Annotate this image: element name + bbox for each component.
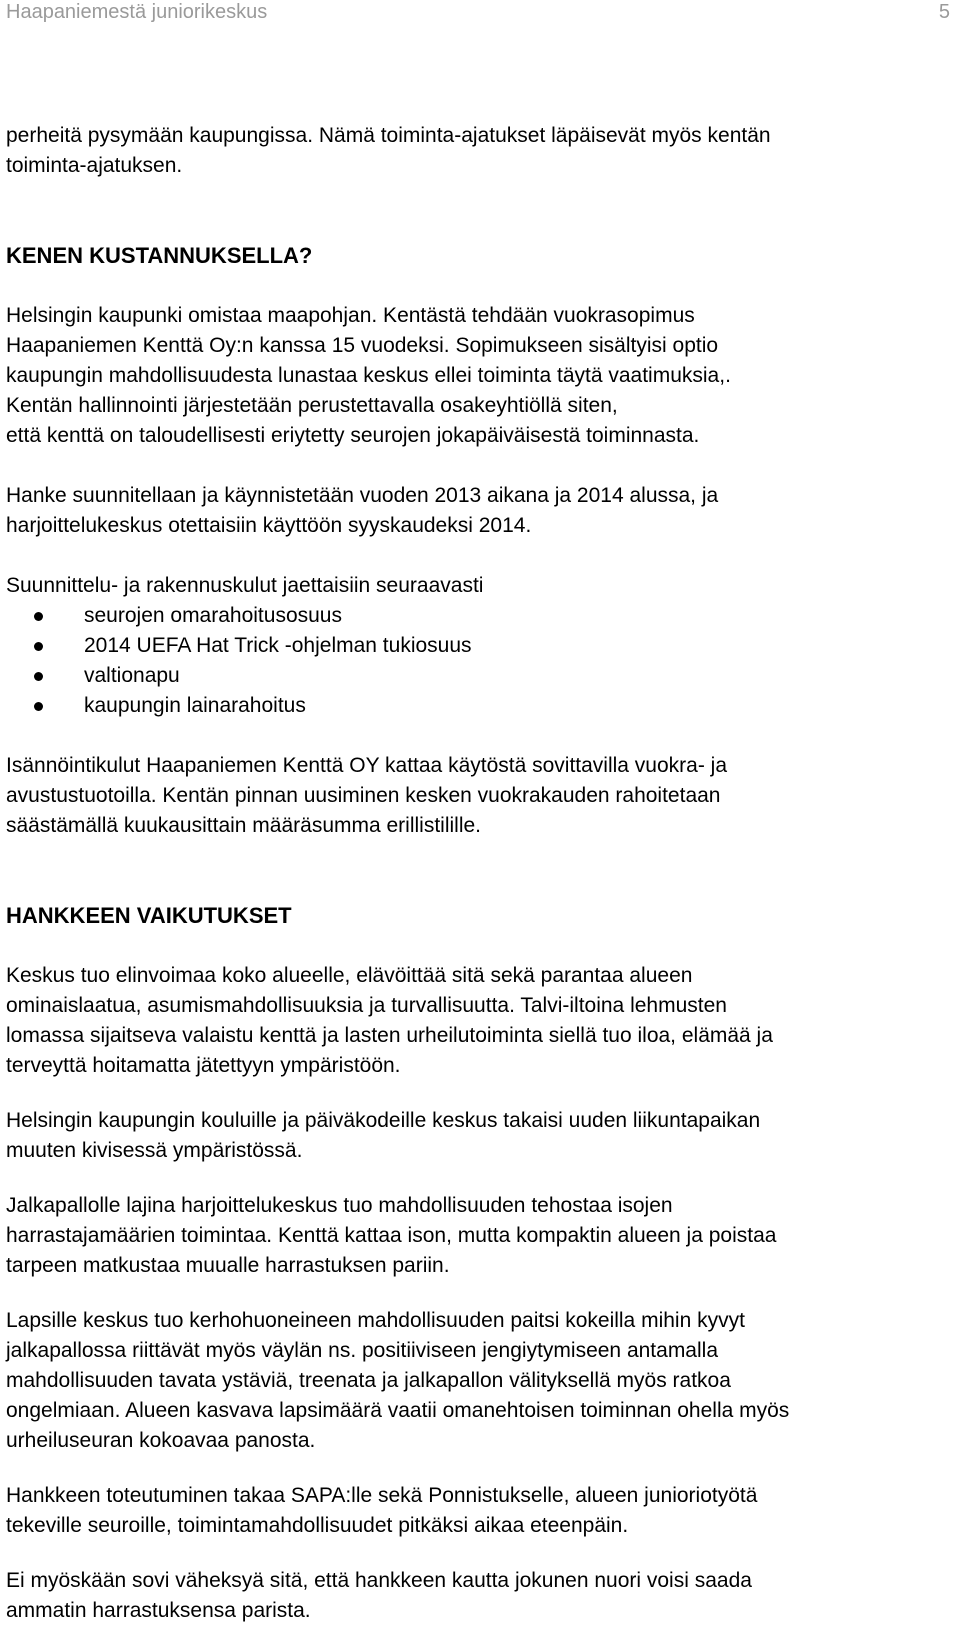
list-item-label: valtionapu	[84, 664, 180, 687]
text-line: Ei myöskään sovi väheksyä sitä, että hankkeen kautta jokunen nuori voisi saada	[6, 1569, 752, 1592]
text-line: tarpeen matkustaa muualle harrastuksen pariin.	[6, 1254, 450, 1277]
text-line: perheitä pysymään kaupungissa. Nämä toiminta-ajatukset läpäisevät myös kentän	[6, 124, 771, 147]
text-line: säästämällä kuukausittain määräsumma erillistilille.	[6, 814, 482, 837]
list-item	[6, 661, 954, 691]
text-line: harrastajamäärien toimintaa. Kenttä kattaa ison, mutta kompaktin alueen ja poistaa	[6, 1224, 777, 1247]
text-line: avustustuotoilla. Kentän pinnan uusiminen kesken vuokrakauden rahoitetaan	[6, 784, 721, 807]
text-line: muuten kivisessä ympäristössä.	[6, 1139, 303, 1162]
text-line: harjoittelukeskus otettaisiin käyttöön syyskaudeksi 2014.	[6, 514, 532, 537]
text-line: ongelmiaan. Alueen kasvava lapsimäärä vaatii omanehtoisen toiminnan ohella myös	[6, 1399, 790, 1422]
page-header	[0, 0, 960, 32]
text-line: mahdollisuuden tavata ystäviä, treenata ja jalkapallon välityksellä myös ratkoa	[6, 1369, 731, 1392]
text-line: Helsingin kaupunki omistaa maapohjan. Kentästä tehdään vuokrasopimus	[6, 304, 695, 327]
bullet-icon	[34, 612, 43, 621]
text-line: Keskus tuo elinvoimaa koko alueelle, elävöittää sitä sekä parantaa alueen	[6, 964, 693, 987]
text-line: urheiluseuran kokoavaa panosta.	[6, 1429, 316, 1452]
list-item	[6, 601, 954, 631]
text-line: terveyttä hoitamatta jätettyyn ympäristöön.	[6, 1054, 401, 1077]
text-line: Hanke suunnitellaan ja käynnistetään vuoden 2013 aikana ja 2014 alussa, ja	[6, 484, 719, 507]
text-line: Hankkeen toteutuminen takaa SAPA:lle sekä Ponnistukselle, alueen junioriotyötä	[6, 1484, 758, 1507]
list-item	[6, 631, 954, 661]
text-line: jalkapallossa riittävät myös väylän ns. positiiviseen jengiytymiseen antamalla	[6, 1339, 719, 1362]
text-line: toiminta-ajatuksen.	[6, 154, 183, 177]
text-line: lomassa sijaitseva valaistu kenttä ja lasten urheilutoiminta siellä tuo iloa, elämää ja	[6, 1024, 773, 1047]
page-number: 5	[938, 1, 950, 23]
text-line: Jalkapallolle lajina harjoittelukeskus tuo mahdollisuuden tehostaa isojen	[6, 1194, 673, 1217]
section-heading-kenen: KENEN KUSTANNUKSELLA?	[6, 243, 313, 268]
list-item	[6, 691, 954, 721]
text-line: Suunnittelu- ja rakennuskulut jaettaisiin seuraavasti	[6, 574, 484, 597]
text-line: Helsingin kaupungin kouluille ja päiväkodeille keskus takaisi uuden liikuntapaikan	[6, 1109, 761, 1132]
text-line: Isännöintikulut Haapaniemen Kenttä OY kattaa käytöstä sovittavilla vuokra- ja	[6, 754, 728, 777]
funding-list	[6, 601, 954, 721]
text-line: Haapaniemen Kenttä Oy:n kanssa 15 vuodeksi. Sopimukseen sisältyisi optio	[6, 334, 719, 357]
text-line: ammatin harrastuksensa parista.	[6, 1599, 311, 1622]
document-body	[6, 121, 954, 1626]
document-title: Haapaniemestä juniorikeskus	[6, 1, 268, 23]
text-line: Kentän hallinnointi järjestetään perustettavalla osakeyhtiöllä siten,	[6, 394, 618, 417]
list-item-label: 2014 UEFA Hat Trick -ohjelman tukiosuus	[84, 634, 472, 657]
text-line: tekeville seuroille, toimintamahdollisuudet pitkäksi aikaa eteenpäin.	[6, 1514, 629, 1537]
text-line: kaupungin mahdollisuudesta lunastaa keskus ellei toiminta täytä vaatimuksia,.	[6, 364, 731, 387]
text-line: että kenttä on taloudellisesti eriytetty seurojen jokapäiväisestä toiminnasta.	[6, 424, 700, 447]
bullet-icon	[34, 642, 43, 651]
bullet-icon	[34, 702, 43, 711]
section-heading-vaikutukset: HANKKEEN VAIKUTUKSET	[6, 903, 292, 928]
text-line: Lapsille keskus tuo kerhohuoneineen mahdollisuuden paitsi kokeilla mihin kyvyt	[6, 1309, 745, 1332]
list-item-label: seurojen omarahoitusosuus	[84, 604, 342, 627]
text-line: ominaislaatua, asumismahdollisuuksia ja turvallisuutta. Talvi-iltoina lehmusten	[6, 994, 727, 1017]
bullet-icon	[34, 672, 43, 681]
list-item-label: kaupungin lainarahoitus	[84, 694, 306, 717]
